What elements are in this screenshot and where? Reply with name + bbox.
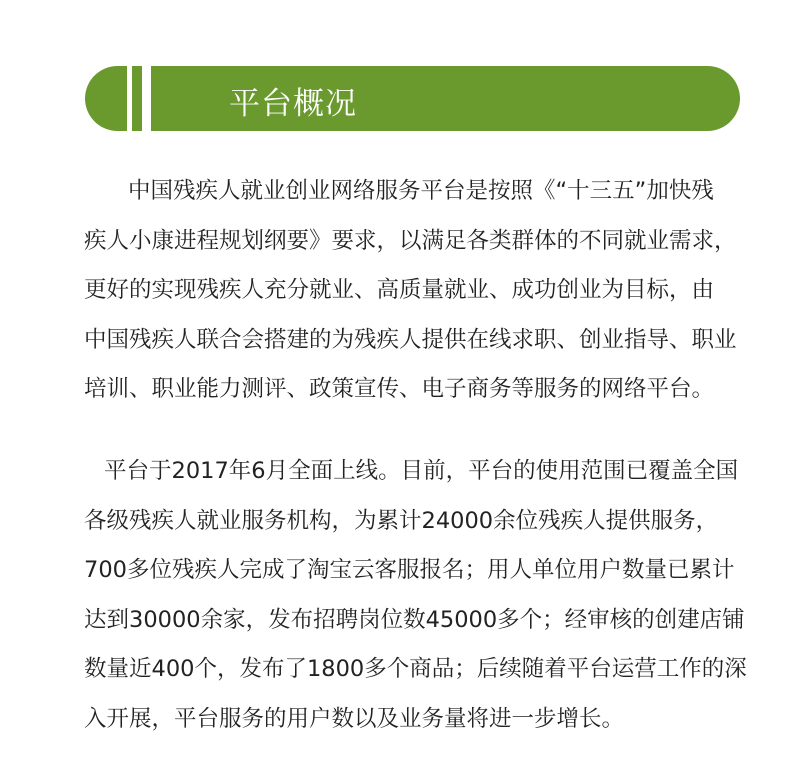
banner-main <box>151 66 740 131</box>
text-line: 中国残疾人就业创业网络服务平台是按照《“十三五”加快残 <box>128 178 714 204</box>
paragraph-status <box>84 447 747 744</box>
text-line: 平台于2017年6月全面上线。目前，平台的使用范围已覆盖全国 <box>104 458 739 484</box>
text-line: 数量近400个，发布了1800多个商品；后续随着平台运营工作的深 <box>84 656 747 682</box>
text-line: 中国残疾人联合会搭建的为残疾人提供在线求职、创业指导、职业 <box>84 326 737 353</box>
text-line: 700多位残疾人完成了淘宝云客服报名；用人单位用户数量已累计 <box>84 557 735 583</box>
text-line: 达到30000余家，发布招聘岗位数45000多个；经审核的创建店铺 <box>84 606 745 633</box>
banner-left-cap <box>85 66 127 131</box>
text-line: 入开展，平台服务的用户数以及业务量将进一步增长。 <box>84 705 625 732</box>
section-header-banner <box>85 66 740 131</box>
paragraph-intro <box>84 167 744 415</box>
text-line: 更好的实现残疾人充分就业、高质量就业、成功创业为目标，由 <box>84 277 715 303</box>
section-title: 平台概况 <box>229 86 357 122</box>
text-line: 各级残疾人就业服务机构，为累计24000余位残疾人提供服务， <box>84 507 719 534</box>
text-line: 疾人小康进程规划纲要》要求，以满足各类群体的不同就业需求， <box>84 227 737 254</box>
banner-stripe <box>132 66 142 131</box>
text-line: 培训、职业能力测评、政策宣传、电子商务等服务的网络平台。 <box>84 376 715 402</box>
